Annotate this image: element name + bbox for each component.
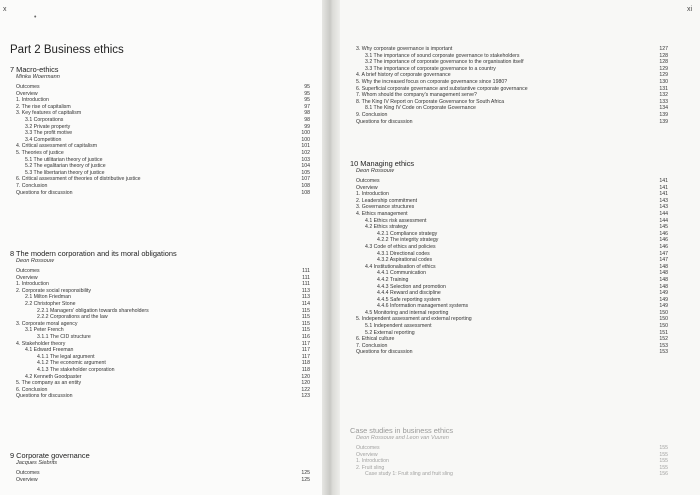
toc-entry <box>356 277 668 284</box>
toc-entry <box>356 244 668 251</box>
toc-entry <box>16 393 310 400</box>
toc-entry-page: 141 <box>659 191 668 198</box>
toc-entry-title: 5. Theories of justice <box>16 149 64 156</box>
toc-entry-title: 3. Corporate moral agency <box>16 320 78 327</box>
toc-entry-title: Questions for discussion <box>16 393 73 400</box>
toc-entry-page: 123 <box>301 393 310 400</box>
toc-entry-title: 1. Introduction <box>356 191 389 198</box>
toc-entry <box>16 163 310 170</box>
toc-entry <box>356 72 668 79</box>
toc-entry-page: 115 <box>301 327 310 334</box>
toc-entry <box>16 84 310 91</box>
toc-entry <box>356 284 668 291</box>
toc-entry <box>356 290 668 297</box>
toc-entry <box>16 104 310 111</box>
toc-entry-page: 139 <box>659 118 668 125</box>
toc-entry <box>356 452 668 459</box>
toc-entry-title: 1. Introduction <box>16 97 49 104</box>
toc-entry <box>16 327 310 334</box>
toc-entry <box>356 218 668 225</box>
toc-entry <box>356 46 668 53</box>
toc-entry-title: 4.5 Monitoring and internal reporting <box>365 309 449 316</box>
toc-entry-page: 129 <box>659 65 668 72</box>
toc-entry-page: 129 <box>659 72 668 79</box>
toc-entry <box>16 137 310 144</box>
toc-list <box>16 268 310 400</box>
toc-entry-title: 4.4.6 Information management systems <box>377 303 469 310</box>
toc-entry-title: 4.3 Code of ethics and policies <box>365 243 436 250</box>
toc-entry-title: 9. Conclusion <box>356 111 388 118</box>
toc-entry-page: 99 <box>304 123 310 130</box>
toc-entry-page: 115 <box>301 320 310 327</box>
toc-entry <box>16 97 310 104</box>
toc-entry-title: Outcomes <box>16 268 40 274</box>
toc-entry-title: 3.3 The importance of corporate governance to a country <box>365 65 496 72</box>
toc-entry-title: 6. Superficial corporate governance and substantive corporate governance <box>356 85 528 92</box>
toc-entry-page: 128 <box>659 52 668 59</box>
toc-list <box>16 84 310 196</box>
toc-entry-page: 153 <box>659 349 668 356</box>
toc-entry-page: 152 <box>659 336 668 343</box>
toc-entry-title: 4. Ethics management <box>356 210 408 217</box>
toc-entry <box>356 191 668 198</box>
toc-entry <box>16 110 310 117</box>
chapter-heading: 9 Corporate governance <box>10 451 90 460</box>
toc-entry <box>356 99 668 106</box>
toc-entry-page: 122 <box>301 386 310 393</box>
chapter-7 <box>10 66 310 196</box>
toc-entry <box>16 308 310 315</box>
toc-entry <box>356 112 668 119</box>
toc-entry-page: 155 <box>659 464 668 471</box>
toc-entry <box>356 270 668 277</box>
toc-entry <box>16 321 310 328</box>
chapter-author: Minka Woermann <box>16 74 60 80</box>
toc-entry-title: 3.2 The importance of corporate governance to the organisation itself <box>365 59 524 66</box>
toc-entry <box>356 178 668 185</box>
chapter-heading: 8 The modern corporation and its moral obligations <box>10 249 177 258</box>
toc-entry <box>16 190 310 197</box>
toc-entry-title: 4. Stakeholder theory <box>16 340 66 347</box>
toc-entry-title: 4.4.5 Safe reporting system <box>377 296 441 303</box>
toc-entry <box>356 323 668 330</box>
toc-entry-page: 139 <box>659 111 668 118</box>
left-page <box>0 0 322 495</box>
toc-entry <box>356 211 668 218</box>
toc-entry-page: 141 <box>659 184 668 191</box>
toc-entry-title: 1. Introduction <box>356 458 389 465</box>
toc-entry-title: Overview <box>16 476 38 483</box>
chapter-heading: Case studies in business ethics <box>350 426 454 435</box>
toc-entry-page: 156 <box>659 471 668 478</box>
toc-entry-page: 115 <box>301 307 310 314</box>
toc-entry-page: 105 <box>301 169 310 176</box>
toc-entry-page: 111 <box>302 274 310 281</box>
toc-entry-page: 103 <box>301 156 310 163</box>
toc-entry-title: 2. Fruit sling <box>356 464 385 471</box>
toc-entry-title: Outcomes <box>16 470 40 476</box>
toc-entry-title: 2.2.1 Managers' obligation towards shareholders <box>37 307 149 314</box>
toc-entry-page: 148 <box>659 263 668 270</box>
toc-entry-page: 133 <box>659 98 668 105</box>
toc-entry-title: Outcomes <box>356 178 380 184</box>
toc-entry <box>356 257 668 264</box>
toc-entry-page: 107 <box>301 176 310 183</box>
toc-entry <box>16 281 310 288</box>
toc-entry <box>16 341 310 348</box>
toc-entry <box>16 360 310 367</box>
toc-entry-page: 143 <box>659 204 668 211</box>
chapter-heading: 10 Managing ethics <box>350 159 415 168</box>
toc-entry-title: Overview <box>356 451 378 458</box>
toc-entry <box>356 237 668 244</box>
toc-entry <box>16 124 310 131</box>
toc-entry-title: 6. Ethical culture <box>356 336 395 343</box>
toc-entry-title: 4.2 Kenneth Goodpaster <box>25 373 82 380</box>
toc-entry-page: 143 <box>659 197 668 204</box>
toc-entry <box>16 150 310 157</box>
toc-entry-page: 134 <box>659 105 668 112</box>
toc-entry-page: 149 <box>659 296 668 303</box>
toc-entry-page: 100 <box>301 130 310 137</box>
chapter-heading: 7 Macro-ethics <box>10 65 59 74</box>
toc-entry <box>16 334 310 341</box>
toc-entry <box>16 130 310 137</box>
toc-entry <box>356 66 668 73</box>
toc-entry <box>356 198 668 205</box>
toc-entry-title: 4.4 Institutionalisation of ethics <box>365 263 436 270</box>
toc-entry-page: 127 <box>659 46 668 52</box>
toc-entry-title: 3.3 The profit motive <box>25 130 73 137</box>
toc-entry-page: 153 <box>659 342 668 349</box>
toc-entry-title: 2. Corporate social responsibility <box>16 287 91 294</box>
toc-entry <box>16 301 310 308</box>
toc-entry-page: 132 <box>659 92 668 99</box>
toc-entry-title: Overview <box>356 184 378 191</box>
toc-entry-page: 150 <box>659 309 668 316</box>
toc-entry <box>16 117 310 124</box>
toc-entry-title: 4.4.4 Reward and discipline <box>377 290 441 297</box>
toc-entry-title: Overview <box>16 90 38 97</box>
toc-entry-page: 98 <box>304 116 310 123</box>
toc-entry <box>16 294 310 301</box>
toc-entry <box>16 470 310 477</box>
toc-entry-title: 5. Independent assessment and external reporting <box>356 316 472 323</box>
toc-entry-title: 4.4.1 Communication <box>377 270 427 277</box>
toc-entry-page: 146 <box>659 230 668 237</box>
toc-entry-title: Questions for discussion <box>16 189 73 196</box>
toc-entry-title: 6. Conclusion <box>16 386 48 393</box>
toc-entry-title: 3.1.1 The CID structure <box>37 333 91 340</box>
toc-entry-title: 3. Why corporate governance is important <box>356 46 453 52</box>
chapter-author: Deon Rossouw and Leon van Vuuren <box>356 435 449 441</box>
toc-entry-page: 128 <box>659 59 668 66</box>
toc-list <box>356 178 668 356</box>
toc-entry <box>16 183 310 190</box>
toc-entry-title: 7. Whom should the company's management serve? <box>356 92 477 99</box>
toc-entry <box>356 204 668 211</box>
toc-entry-title: 5. The company as an entity <box>16 380 82 387</box>
toc-entry <box>356 349 668 356</box>
toc-entry-page: 117 <box>301 353 310 360</box>
toc-entry-page: 145 <box>659 224 668 231</box>
toc-entry-title: 4.2.1 Compliance strategy <box>377 230 438 237</box>
chapter-author: Deon Rossouw <box>356 168 394 174</box>
toc-entry <box>356 330 668 337</box>
toc-entry <box>16 268 310 275</box>
toc-entry-title: Questions for discussion <box>356 349 413 356</box>
right-page <box>340 0 700 495</box>
toc-entry <box>356 224 668 231</box>
toc-entry-page: 147 <box>659 250 668 257</box>
toc-entry <box>16 143 310 150</box>
toc-entry-page: 113 <box>301 294 310 301</box>
toc-entry-page: 113 <box>301 287 310 294</box>
toc-entry <box>356 264 668 271</box>
toc-entry <box>16 91 310 98</box>
toc-entry-title: 4.2 Ethics strategy <box>365 224 408 231</box>
toc-entry-page: 146 <box>659 237 668 244</box>
toc-entry-page: 98 <box>304 110 310 117</box>
toc-entry <box>16 288 310 295</box>
toc-entry-page: 95 <box>304 84 310 90</box>
toc-entry-title: 3. Key features of capitalism <box>16 110 82 117</box>
toc-entry <box>16 374 310 381</box>
toc-entry-page: 150 <box>659 323 668 330</box>
toc-entry-page: 117 <box>301 347 310 354</box>
toc-entry-page: 148 <box>659 270 668 277</box>
toc-entry-title: 3.1 Corporations <box>25 116 64 123</box>
right-page-number: xi <box>686 6 692 13</box>
toc-entry <box>16 477 310 484</box>
toc-entry-page: 130 <box>659 78 668 85</box>
toc-entry <box>356 336 668 343</box>
toc-entry-title: 3. Governance structures <box>356 204 415 211</box>
toc-entry-page: 147 <box>659 257 668 264</box>
part-title: Part 2 Business ethics <box>10 44 124 56</box>
toc-entry <box>356 119 668 126</box>
toc-entry <box>16 354 310 361</box>
toc-entry-title: 5.3 The libertarian theory of justice <box>25 169 105 176</box>
toc-entry-title: 7. Conclusion <box>16 182 48 189</box>
toc-entry-page: 149 <box>659 290 668 297</box>
toc-entry-title: 7. Conclusion <box>356 342 388 349</box>
toc-entry <box>356 343 668 350</box>
book-gutter <box>322 0 340 495</box>
toc-entry-page: 95 <box>304 97 310 104</box>
toc-entry <box>356 471 668 478</box>
toc-entry-page: 144 <box>659 217 668 224</box>
toc-entry-page: 149 <box>659 303 668 310</box>
toc-entry-page: 148 <box>659 276 668 283</box>
toc-entry-title: 2.1 Milton Friedman <box>25 294 71 301</box>
toc-entry <box>16 347 310 354</box>
chapter-author: Jacques Siebrits <box>16 460 58 466</box>
toc-entry-page: 146 <box>659 243 668 250</box>
toc-entry-page: 108 <box>301 182 310 189</box>
toc-entry-page: 97 <box>304 103 310 110</box>
toc-entry-title: 4. Critical assessment of capitalism <box>16 143 98 150</box>
toc-list <box>356 445 668 478</box>
toc-entry-title: 4.1.2 The economic argument <box>37 360 106 367</box>
toc-entry-title: 3.1 Peter French <box>25 327 64 334</box>
toc-entry <box>356 79 668 86</box>
chapter-10 <box>350 160 668 356</box>
toc-entry-page: 155 <box>659 458 668 465</box>
toc-entry-page: 114 <box>301 300 310 307</box>
toc-entry-title: 4.1 Ethics risk assessment <box>365 217 427 224</box>
toc-entry-title: 3.4 Competition <box>25 136 62 143</box>
toc-entry <box>356 105 668 112</box>
chapter-author: Deon Rossouw <box>16 258 54 264</box>
toc-entry-page: 100 <box>301 136 310 143</box>
toc-entry <box>356 458 668 465</box>
toc-entry <box>356 53 668 60</box>
toc-entry-page: 141 <box>659 178 668 184</box>
chapter-9 <box>10 452 310 483</box>
toc-entry <box>16 157 310 164</box>
toc-entry-title: 4.4.2 Training <box>377 276 409 283</box>
toc-entry-page: 102 <box>301 149 310 156</box>
stray-mark: • <box>34 14 37 21</box>
toc-entry <box>356 86 668 93</box>
toc-entry-page: 120 <box>301 373 310 380</box>
toc-entry <box>356 231 668 238</box>
toc-entry <box>356 303 668 310</box>
toc-entry-page: 118 <box>301 360 310 367</box>
toc-entry <box>16 367 310 374</box>
toc-entry-title: Overview <box>16 274 38 281</box>
toc-entry-page: 111 <box>302 281 310 288</box>
toc-entry-title: 3.1 The importance of sound corporate governance to stakeholders <box>365 52 520 59</box>
toc-entry-title: 5.1 Independent assessment <box>365 323 432 330</box>
toc-entry-title: 4.3.2 Aspirational codes <box>377 257 433 264</box>
toc-entry-page: 104 <box>301 163 310 170</box>
left-page-number: x <box>3 6 7 13</box>
toc-entry-page: 117 <box>301 340 310 347</box>
toc-entry-title: 5. Why the increased focus on corporate governance since 1980? <box>356 78 508 85</box>
toc-entry <box>356 465 668 472</box>
toc-entry <box>16 275 310 282</box>
toc-entry-page: 155 <box>659 445 668 451</box>
toc-entry-title: 8.1 The King IV Code on Corporate Governance <box>365 105 476 112</box>
toc-list <box>16 470 310 483</box>
toc-entry-page: 108 <box>301 189 310 196</box>
toc-entry-title: 6. Critical assessment of theories of distributive justice <box>16 176 141 183</box>
toc-entry <box>356 297 668 304</box>
toc-list <box>356 46 668 125</box>
case-studies-section <box>350 427 668 478</box>
toc-entry-title: 5.2 External reporting <box>365 329 415 336</box>
toc-entry-title: Outcomes <box>16 84 40 90</box>
toc-entry <box>356 251 668 258</box>
toc-entry <box>16 387 310 394</box>
toc-entry-title: 4.2.2 The integrity strategy <box>377 237 439 244</box>
toc-entry <box>356 316 668 323</box>
toc-entry-page: 101 <box>301 143 310 150</box>
toc-entry-page: 148 <box>659 283 668 290</box>
toc-entry-title: 4.1.1 The legal argument <box>37 353 95 360</box>
toc-entry-title: Questions for discussion <box>356 118 413 125</box>
toc-entry-title: 4.1 Edward Freeman <box>25 347 74 354</box>
toc-entry-title: 8. The King IV Report on Corporate Governance for South Africa <box>356 98 505 105</box>
toc-entry-page: 125 <box>301 470 310 476</box>
toc-entry-title: 5.2 The egalitarian theory of justice <box>25 163 106 170</box>
toc-entry-title: 4.4.3 Selection and promotion <box>377 283 446 290</box>
toc-entry-title: 1. Introduction <box>16 281 49 288</box>
toc-entry-title: 4.3.1 Directional codes <box>377 250 430 257</box>
toc-entry-title: 2. The rise of capitalism <box>16 103 71 110</box>
toc-entry <box>356 92 668 99</box>
toc-entry-title: 2.2 Christopher Stone <box>25 300 76 307</box>
toc-entry-page: 120 <box>301 380 310 387</box>
toc-entry <box>16 314 310 321</box>
toc-entry-page: 144 <box>659 210 668 217</box>
toc-entry-page: 151 <box>659 329 668 336</box>
toc-entry <box>16 170 310 177</box>
toc-entry-page: 116 <box>301 333 310 340</box>
toc-entry-page: 131 <box>659 85 668 92</box>
toc-entry <box>356 185 668 192</box>
toc-entry <box>16 176 310 183</box>
toc-entry-title: Outcomes <box>356 445 380 451</box>
chapter-9-continued <box>356 46 668 125</box>
chapter-8 <box>10 250 310 400</box>
toc-entry-title: 2.2.2 Corporations and the law <box>37 314 108 321</box>
toc-entry-page: 125 <box>301 476 310 483</box>
toc-entry-page: 118 <box>301 366 310 373</box>
toc-entry <box>16 380 310 387</box>
toc-entry-title: 3.2 Private property <box>25 123 71 130</box>
toc-entry-title: Case study 1: Fruit sling and fruit sling <box>365 471 453 478</box>
toc-entry <box>356 310 668 317</box>
toc-entry-page: 150 <box>659 316 668 323</box>
toc-entry-page: 115 <box>301 314 310 321</box>
toc-entry <box>356 445 668 452</box>
toc-entry-title: 2. Leadership commitment <box>356 197 418 204</box>
toc-entry-title: 4. A brief history of corporate governance <box>356 72 451 79</box>
toc-entry-title: 4.1.3 The stakeholder corporation <box>37 366 115 373</box>
toc-entry-page: 111 <box>302 268 310 274</box>
toc-entry <box>356 59 668 66</box>
toc-entry-page: 155 <box>659 451 668 458</box>
toc-entry-title: 5.1 The utilitarian theory of justice <box>25 156 103 163</box>
toc-entry-page: 95 <box>304 90 310 97</box>
